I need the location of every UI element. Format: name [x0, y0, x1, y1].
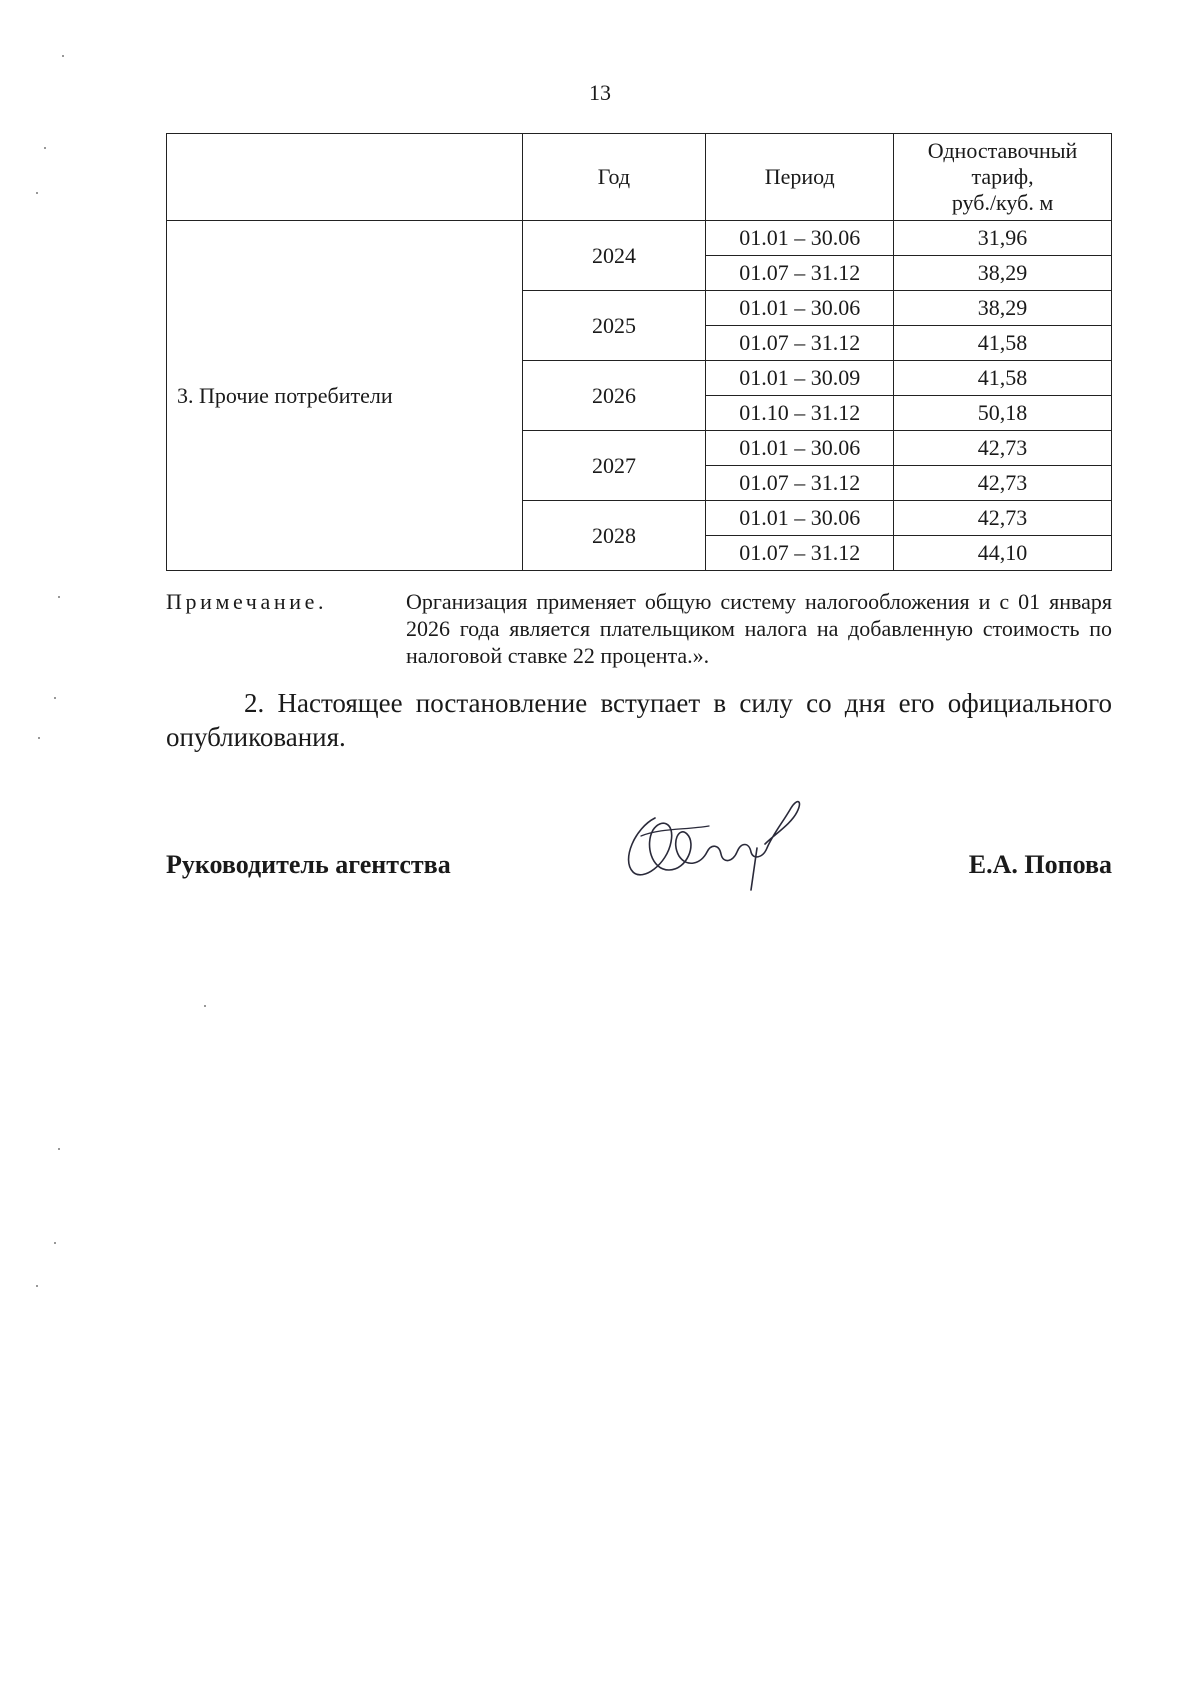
year-cell: 2024	[522, 221, 706, 291]
year-cell: 2027	[522, 431, 706, 501]
year-cell: 2028	[522, 501, 706, 571]
period-cell: 01.07 – 31.12	[706, 466, 894, 501]
note-block	[166, 588, 1112, 669]
tariff-cell: 42,73	[894, 431, 1112, 466]
note-label: Примечание.	[166, 589, 328, 614]
tariff-cell: 42,73	[894, 466, 1112, 501]
year-cell: 2025	[522, 291, 706, 361]
header-period: Период	[706, 134, 894, 221]
tariff-cell: 41,58	[894, 361, 1112, 396]
period-cell: 01.10 – 31.12	[706, 396, 894, 431]
period-cell: 01.01 – 30.09	[706, 361, 894, 396]
header-tariff-line: руб./куб. м	[951, 190, 1054, 215]
tariff-table	[166, 133, 1112, 571]
tariff-cell: 38,29	[894, 256, 1112, 291]
header-year: Год	[522, 134, 706, 221]
page-number: 13	[589, 80, 611, 105]
consumer-cell: 3. Прочие потребители	[167, 221, 523, 571]
scan-speck	[44, 147, 46, 149]
scan-speck	[36, 1285, 38, 1287]
scan-speck	[38, 737, 40, 739]
period-cell: 01.07 – 31.12	[706, 326, 894, 361]
tariff-cell: 50,18	[894, 396, 1112, 431]
period-cell: 01.01 – 30.06	[706, 221, 894, 256]
tariff-cell: 41,58	[894, 326, 1112, 361]
scan-speck	[62, 55, 64, 57]
table-header-row	[167, 134, 1112, 221]
scan-speck	[36, 192, 38, 194]
period-cell: 01.01 – 30.06	[706, 291, 894, 326]
clause-2-paragraph: 2. Настоящее постановление вступает в силу со дня его официального опубликования.	[166, 688, 1112, 752]
tariff-cell: 42,73	[894, 501, 1112, 536]
period-cell: 01.07 – 31.12	[706, 256, 894, 291]
scan-speck	[54, 1242, 56, 1244]
scan-speck	[54, 697, 56, 699]
header-tariff-line: тариф,	[971, 164, 1034, 189]
note-text: Организация применяет общую систему налогообложения и с 01 января 2026 года является плательщиком налога на добавленную стоимость по налоговой ставке 22 процента.».	[406, 589, 1112, 668]
table-row	[167, 221, 1112, 256]
tariff-cell: 44,10	[894, 536, 1112, 571]
handwritten-signature	[615, 778, 815, 898]
signatory-name: Е.А. Попова	[968, 850, 1112, 879]
year-cell: 2026	[522, 361, 706, 431]
period-cell: 01.07 – 31.12	[706, 536, 894, 571]
scan-speck	[58, 1148, 60, 1150]
header-consumer	[167, 134, 523, 221]
tariff-cell: 38,29	[894, 291, 1112, 326]
scan-speck	[58, 596, 60, 598]
tariff-cell: 31,96	[894, 221, 1112, 256]
scan-speck	[204, 1005, 206, 1007]
header-tariff-line: Одноставочный	[927, 138, 1078, 163]
period-cell: 01.01 – 30.06	[706, 431, 894, 466]
signatory-title: Руководитель агентства	[166, 850, 451, 879]
period-cell: 01.01 – 30.06	[706, 501, 894, 536]
header-tariff	[894, 134, 1112, 221]
